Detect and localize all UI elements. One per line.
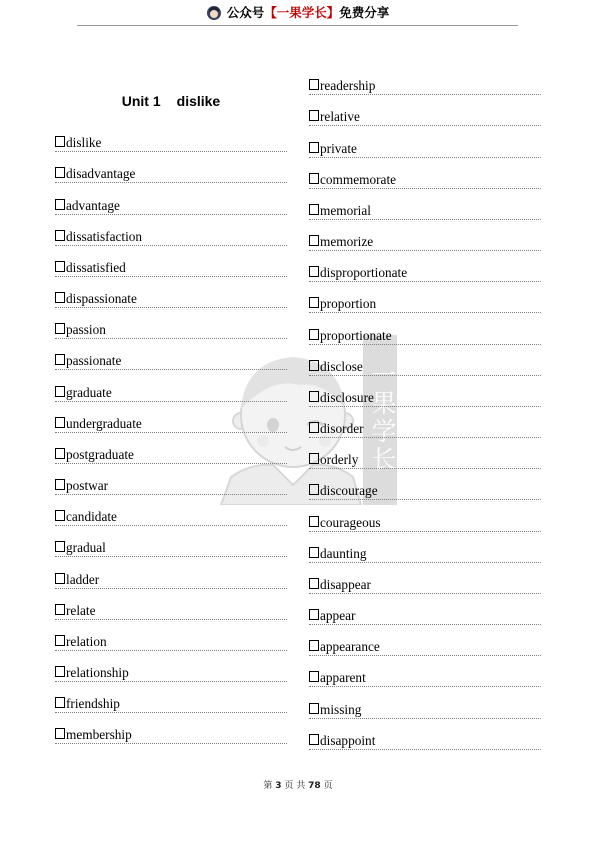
word-text: memorial xyxy=(320,202,371,218)
word-text: friendship xyxy=(66,696,120,712)
word-item xyxy=(55,308,287,339)
word-item xyxy=(55,651,287,682)
checkbox-icon xyxy=(55,728,65,739)
word-text: membership xyxy=(66,727,132,743)
word-text: undergraduate xyxy=(66,415,142,431)
watermark-text: 一果学长 xyxy=(368,362,397,474)
checkbox-icon xyxy=(309,703,319,714)
word-item xyxy=(55,526,287,557)
word-item xyxy=(55,682,287,713)
current-page-number: 3 xyxy=(275,781,282,791)
checkbox-icon xyxy=(309,266,319,277)
checkbox-icon xyxy=(309,734,319,745)
word-item xyxy=(55,183,287,214)
word-text: relate xyxy=(66,602,96,618)
unit-title xyxy=(55,93,287,109)
word-text: dissatisfaction xyxy=(66,228,143,244)
word-item xyxy=(55,246,287,277)
word-text: graduate xyxy=(66,384,112,400)
word-text: dispassionate xyxy=(66,291,137,307)
unit-word: dislike xyxy=(176,93,221,109)
word-item xyxy=(55,215,287,246)
word-item xyxy=(309,687,541,718)
checkbox-icon xyxy=(55,510,65,521)
word-text: passionate xyxy=(66,353,122,369)
word-text: proportionate xyxy=(320,327,392,343)
word-item xyxy=(309,625,541,656)
word-text: ladder xyxy=(66,571,100,587)
checkbox-icon xyxy=(309,235,319,246)
checkbox-icon xyxy=(309,640,319,651)
word-text: disclosure xyxy=(320,389,374,405)
checkbox-icon xyxy=(55,479,65,490)
header-brand-prefix: 公众号 xyxy=(226,5,265,20)
word-item xyxy=(309,189,541,220)
word-item xyxy=(309,345,541,376)
checkbox-icon xyxy=(55,230,65,241)
footer-label-page-of: 页 共 xyxy=(284,781,306,791)
word-text: advantage xyxy=(66,197,120,213)
word-text: disproportionate xyxy=(320,265,408,281)
word-item xyxy=(55,121,287,152)
header-brand-name: 【一果学长】 xyxy=(264,5,340,20)
word-text: dissatisfied xyxy=(66,259,126,275)
word-text: candidate xyxy=(66,509,117,525)
word-text: readership xyxy=(320,78,376,94)
word-text: relationship xyxy=(66,665,129,681)
checkbox-icon xyxy=(309,360,319,371)
word-text: discourage xyxy=(320,483,378,499)
header-divider xyxy=(77,25,518,26)
footer-label-page: 第 xyxy=(263,781,273,791)
checkbox-icon xyxy=(55,136,65,147)
checkbox-icon xyxy=(55,666,65,677)
word-list-left-column xyxy=(55,121,287,744)
unit-number: Unit 1 xyxy=(121,93,161,109)
checkbox-icon xyxy=(309,173,319,184)
checkbox-icon xyxy=(309,422,319,433)
checkbox-icon xyxy=(309,609,319,620)
word-item xyxy=(55,713,287,744)
checkbox-icon xyxy=(55,541,65,552)
checkbox-icon xyxy=(55,604,65,615)
word-item xyxy=(309,251,541,282)
word-item xyxy=(309,438,541,469)
word-text: orderly xyxy=(320,452,359,468)
checkbox-icon xyxy=(309,453,319,464)
checkbox-icon xyxy=(55,697,65,708)
checkbox-icon xyxy=(309,547,319,558)
word-item xyxy=(55,402,287,433)
word-text: disadvantage xyxy=(66,166,136,182)
word-item xyxy=(55,620,287,651)
word-item xyxy=(309,282,541,313)
checkbox-icon xyxy=(309,391,319,402)
word-item xyxy=(309,126,541,157)
word-text: gradual xyxy=(66,540,106,556)
word-text: postgraduate xyxy=(66,446,134,462)
word-item xyxy=(309,64,541,95)
checkbox-icon xyxy=(55,573,65,584)
word-text: postwar xyxy=(66,478,109,494)
checkbox-icon xyxy=(309,297,319,308)
word-text: daunting xyxy=(320,545,367,561)
checkbox-icon xyxy=(309,578,319,589)
word-item xyxy=(55,339,287,370)
word-text: private xyxy=(320,140,357,156)
word-item xyxy=(309,469,541,500)
total-pages-number: 78 xyxy=(308,781,321,791)
word-item xyxy=(55,277,287,308)
word-item xyxy=(309,158,541,189)
checkbox-icon xyxy=(309,142,319,153)
word-text: dislike xyxy=(66,135,102,151)
word-item xyxy=(55,152,287,183)
word-text: passion xyxy=(66,322,106,338)
word-text: memorize xyxy=(320,234,374,250)
checkbox-icon xyxy=(309,110,319,121)
word-text: relation xyxy=(66,633,107,649)
checkbox-icon xyxy=(55,199,65,210)
word-text: courageous xyxy=(320,514,381,530)
word-text: disorder xyxy=(320,421,364,437)
header-brand-suffix: 免费分享 xyxy=(339,5,390,20)
word-text: disclose xyxy=(320,358,363,374)
checkbox-icon xyxy=(309,484,319,495)
checkbox-icon xyxy=(309,516,319,527)
checkbox-icon xyxy=(55,292,65,303)
word-item xyxy=(55,495,287,526)
word-text: missing xyxy=(320,701,362,717)
checkbox-icon xyxy=(55,448,65,459)
word-text: disappoint xyxy=(320,732,376,748)
word-item xyxy=(309,313,541,344)
word-text: proportion xyxy=(320,296,377,312)
word-item xyxy=(309,95,541,126)
avatar-icon xyxy=(207,6,221,20)
page-header xyxy=(0,4,596,22)
checkbox-icon xyxy=(309,204,319,215)
footer-label-pages: 页 xyxy=(323,781,333,791)
word-item xyxy=(309,500,541,531)
page-footer xyxy=(0,780,596,792)
checkbox-icon xyxy=(55,354,65,365)
word-item xyxy=(309,656,541,687)
word-item xyxy=(55,589,287,620)
word-text: commemorate xyxy=(320,171,397,187)
word-text: appearance xyxy=(320,639,380,655)
word-item xyxy=(55,464,287,495)
checkbox-icon xyxy=(55,261,65,272)
word-text: disappear xyxy=(320,576,371,592)
checkbox-icon xyxy=(309,671,319,682)
word-text: relative xyxy=(320,109,360,125)
word-item xyxy=(55,557,287,588)
checkbox-icon xyxy=(55,167,65,178)
word-text: appear xyxy=(320,608,356,624)
checkbox-icon xyxy=(309,329,319,340)
word-item xyxy=(309,594,541,625)
checkbox-icon xyxy=(55,417,65,428)
word-item xyxy=(55,370,287,401)
word-item xyxy=(309,376,541,407)
checkbox-icon xyxy=(55,323,65,334)
word-item xyxy=(55,433,287,464)
word-item xyxy=(309,407,541,438)
word-item xyxy=(309,719,541,750)
word-text: apparent xyxy=(320,670,366,686)
checkbox-icon xyxy=(309,79,319,90)
checkbox-icon xyxy=(55,635,65,646)
word-item xyxy=(309,563,541,594)
word-item xyxy=(309,220,541,251)
word-list-right-column xyxy=(309,64,541,750)
word-item xyxy=(309,532,541,563)
checkbox-icon xyxy=(55,386,65,397)
